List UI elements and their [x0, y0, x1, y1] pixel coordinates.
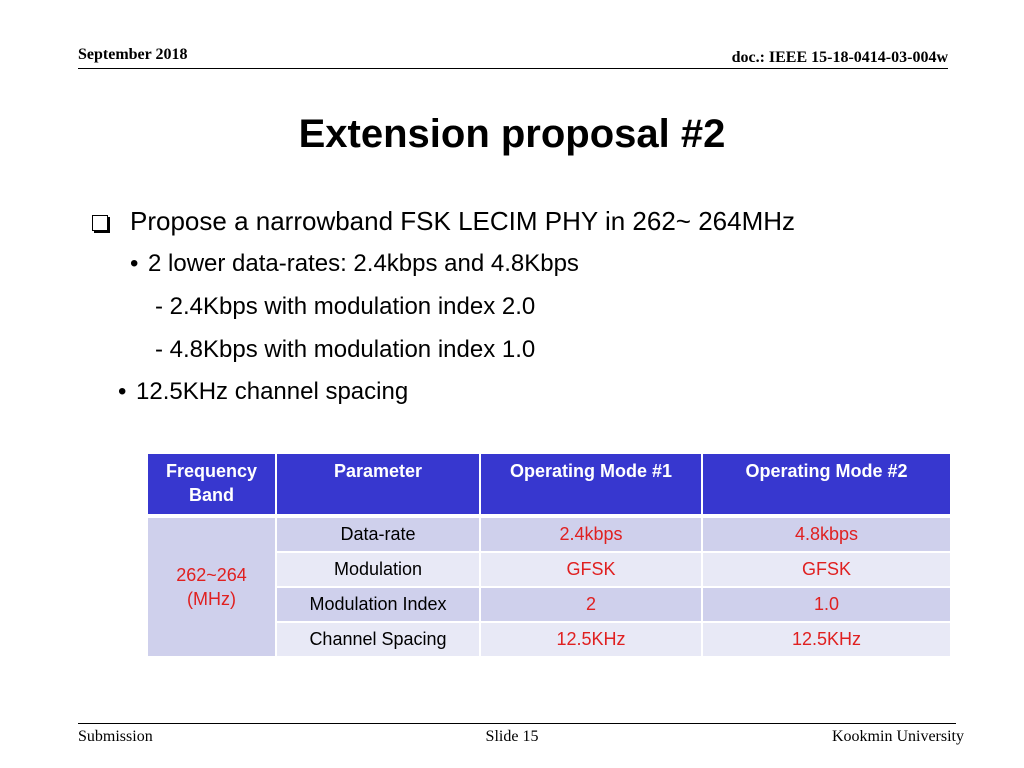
header-divider	[78, 68, 948, 69]
mode2-value: 1.0	[702, 587, 951, 622]
frequency-band-cell	[147, 516, 276, 657]
bullet-rate-b: - 4.8Kbps with modulation index 1.0	[155, 336, 536, 363]
bullet-rate-a: - 2.4Kbps with modulation index 2.0	[155, 293, 536, 320]
checkbox-bullet-icon	[92, 215, 108, 231]
parameter-cell: Data-rate	[276, 516, 480, 552]
bullet-rates-text: 2 lower data-rates: 2.4kbps and 4.8Kbps	[148, 250, 579, 277]
band-unit: (MHz)	[187, 589, 236, 609]
table-header-row	[147, 453, 951, 516]
bullet-dot-icon: •	[118, 378, 127, 405]
parameter-cell: Channel Spacing	[276, 622, 480, 657]
bullet-main	[92, 206, 795, 237]
header-date: September 2018	[78, 46, 188, 63]
footer-submission: Submission	[78, 728, 153, 745]
header-mode-2: Operating Mode #2	[702, 453, 951, 516]
bullet-main-text: Propose a narrowband FSK LECIM PHY in 262~ 264MHz	[130, 206, 796, 236]
header-mode-1: Operating Mode #1	[480, 453, 702, 516]
footer-divider	[78, 723, 956, 724]
footer-slide-number: Slide 15	[485, 728, 539, 745]
bullet-spacing	[118, 378, 408, 406]
parameter-table	[146, 452, 952, 658]
mode1-value: 12.5KHz	[480, 622, 702, 657]
header-doc-id: doc.: IEEE 15-18-0414-03-004w	[731, 49, 948, 66]
mode1-value: GFSK	[480, 552, 702, 587]
bullet-rates	[130, 250, 579, 278]
band-range: 262~264	[176, 565, 247, 585]
bullet-dot-icon: •	[130, 250, 139, 277]
header-parameter: Parameter	[276, 453, 480, 516]
mode2-value: 12.5KHz	[702, 622, 951, 657]
parameter-cell: Modulation Index	[276, 587, 480, 622]
mode1-value: 2	[480, 587, 702, 622]
parameter-cell: Modulation	[276, 552, 480, 587]
bullet-spacing-text: 12.5KHz channel spacing	[136, 378, 409, 405]
footer-organization: Kookmin University	[832, 728, 964, 745]
slide-title: Extension proposal #2	[298, 112, 726, 156]
mode2-value: GFSK	[702, 552, 951, 587]
mode1-value: 2.4kbps	[480, 516, 702, 552]
mode2-value: 4.8kbps	[702, 516, 951, 552]
table-row	[147, 516, 951, 552]
header-frequency-band: Frequency Band	[147, 453, 276, 516]
